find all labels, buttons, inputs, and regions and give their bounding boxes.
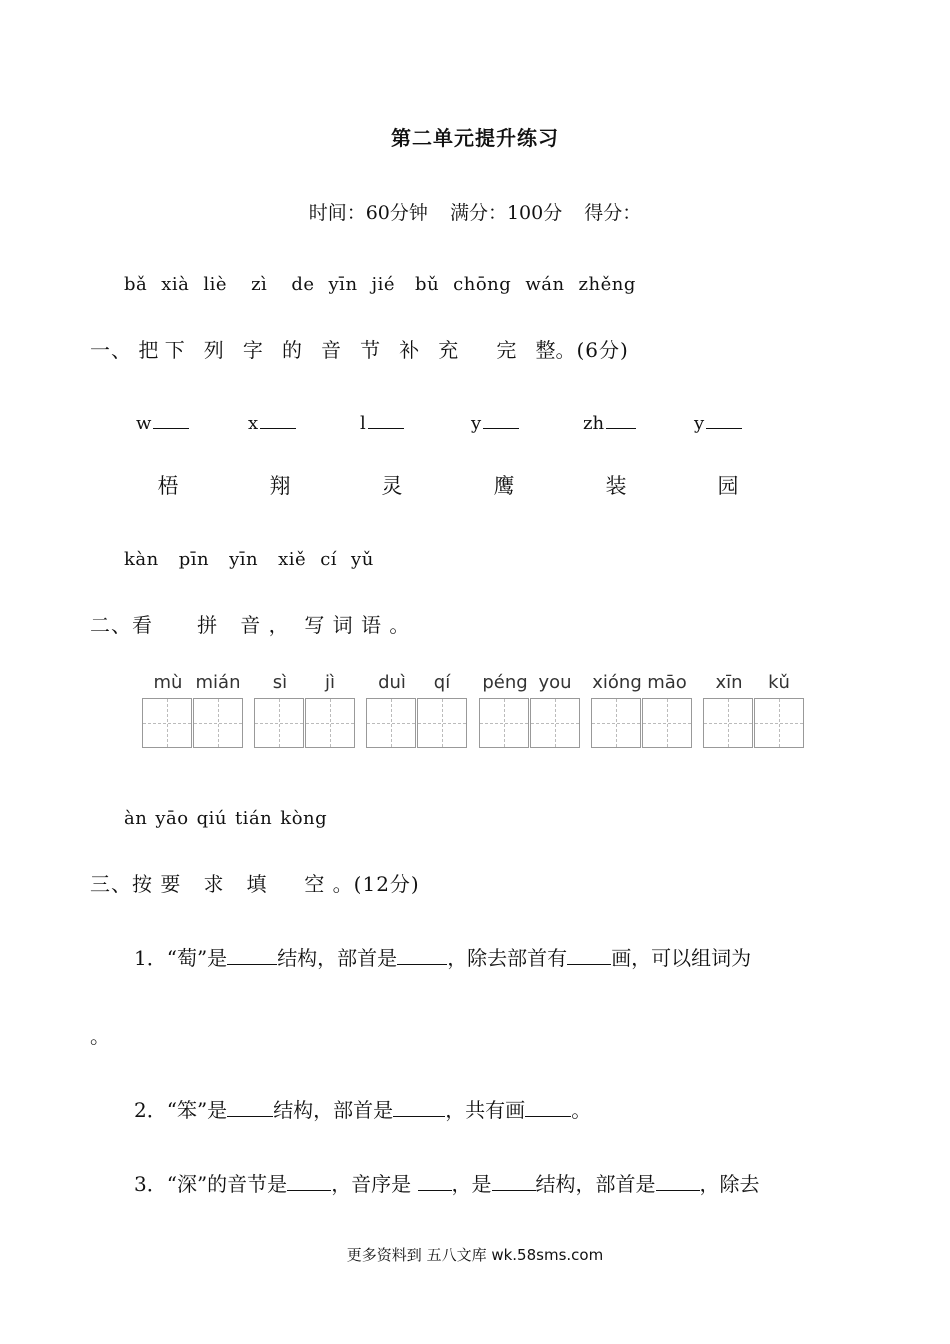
writing-box[interactable]: [305, 698, 355, 748]
pinyin-syllable: yǔ: [351, 549, 374, 570]
pinyin-syllable: liè: [203, 274, 228, 295]
writing-box[interactable]: [417, 698, 467, 748]
pinyin-syllable: chōng: [453, 274, 512, 295]
answer-blank[interactable]: [525, 1098, 571, 1117]
pinyin-syllable: tián: [234, 808, 273, 829]
question-3: [134, 1168, 760, 1197]
heading-prefix: 三、: [90, 872, 132, 896]
question-text: 1．“萄”是: [134, 946, 228, 970]
hanzi-char: 翔: [269, 474, 291, 498]
heading-char: 节: [360, 338, 381, 362]
hanzi-char: 梧: [157, 474, 179, 498]
heading-char: 音: [240, 613, 262, 637]
writing-box[interactable]: [754, 698, 804, 748]
question-text: 结构，部首是: [535, 1172, 656, 1196]
writing-box[interactable]: [642, 698, 692, 748]
grid-pinyin: xióng: [592, 672, 642, 693]
pinyin-syllable: zhěng: [578, 274, 636, 295]
section3-heading: [90, 868, 420, 897]
pinyin-syllable: yāo: [155, 808, 189, 829]
writing-box[interactable]: [254, 698, 304, 748]
grid-pinyin: kǔ: [768, 672, 790, 693]
footer-link[interactable]: 更多资料到 五八文库 wk.58sms.com: [346, 1246, 604, 1264]
page-title: 第二单元提升练习: [391, 126, 559, 150]
pinyin-syllable: qiú: [196, 808, 227, 829]
answer-blank[interactable]: [368, 410, 404, 429]
writing-box[interactable]: [479, 698, 529, 748]
pinyin-syllable: wán: [525, 274, 565, 295]
heading-char: 语: [361, 613, 383, 637]
initial-letter: l: [360, 413, 366, 434]
question-text: ，除去: [699, 1172, 760, 1196]
heading-char: 词: [332, 613, 354, 637]
heading-char: 补: [399, 338, 420, 362]
heading-char: 字: [242, 338, 263, 362]
answer-blank[interactable]: [483, 410, 519, 429]
heading-char: 要: [160, 872, 182, 896]
heading-char: 把: [138, 338, 159, 362]
answer-blank[interactable]: [418, 1172, 452, 1191]
question-text: 结构，部首是: [277, 946, 398, 970]
time-label: 时间：60分钟: [308, 202, 428, 224]
answer-blank[interactable]: [606, 410, 636, 429]
pinyin-syllable: xià: [161, 274, 190, 295]
hanzi-char: 园: [717, 474, 739, 498]
section1-heading: [90, 334, 629, 363]
initial-letter: y: [471, 413, 482, 434]
question-1: [134, 942, 751, 971]
pinyin-syllable: xiě: [278, 549, 307, 570]
question-1-end: 。: [90, 1024, 110, 1048]
heading-char: 的: [281, 338, 302, 362]
heading-char: 充: [438, 338, 459, 362]
question-2: [134, 1094, 591, 1123]
hanzi-char: 装: [605, 474, 627, 498]
hanzi-char: 灵: [381, 474, 403, 498]
writing-box[interactable]: [193, 698, 243, 748]
section2-heading: [90, 609, 410, 638]
answer-blank[interactable]: [397, 946, 447, 965]
heading-char: 列: [203, 338, 224, 362]
section3-pinyin: [124, 808, 341, 829]
pinyin-syllable: de: [291, 274, 315, 295]
section1-pinyin: [124, 274, 650, 295]
score-label: 得分：: [584, 202, 642, 224]
question-text: 2．“笨”是: [134, 1098, 228, 1122]
initial-letter: zh: [583, 413, 605, 434]
syllable-blank[interactable]: [694, 410, 742, 434]
pinyin-syllable: bǔ: [415, 274, 440, 295]
heading-char: 按: [132, 872, 153, 896]
pinyin-syllable: cí: [320, 549, 338, 570]
grid-pinyin: sì: [272, 672, 288, 693]
syllable-blank[interactable]: [248, 410, 296, 434]
pinyin-syllable: zì: [251, 274, 268, 295]
question-text: 3．“深”的音节是: [134, 1172, 288, 1196]
heading-char: 拼: [197, 613, 219, 637]
answer-blank[interactable]: [393, 1098, 445, 1117]
pinyin-syllable: kàn: [124, 549, 159, 570]
heading-suffix: 。(6分): [555, 338, 629, 362]
pinyin-syllable: pīn: [178, 549, 210, 570]
pinyin-syllable: yīn: [328, 274, 358, 295]
heading-char: 求: [203, 872, 225, 896]
initial-letter: x: [248, 413, 259, 434]
answer-blank[interactable]: [567, 946, 611, 965]
heading-char: 。: [389, 613, 411, 637]
heading-char: 写: [304, 613, 326, 637]
writing-box[interactable]: [591, 698, 641, 748]
grid-pinyin: qí: [433, 672, 451, 693]
grid-pinyin: péng: [482, 672, 528, 693]
grid-pinyin: mù: [153, 672, 183, 693]
heading-char: 填: [246, 872, 268, 896]
question-text: ，是: [451, 1172, 492, 1196]
grid-pinyin: māo: [647, 672, 687, 693]
writing-box[interactable]: [530, 698, 580, 748]
question-text: 。: [571, 1098, 592, 1122]
question-text: 画，可以组词为: [611, 946, 752, 970]
pinyin-syllable: àn: [124, 808, 148, 829]
heading-char: 完: [496, 338, 517, 362]
answer-blank[interactable]: [656, 1172, 700, 1191]
question-text: ，除去部首有: [447, 946, 568, 970]
hanzi-char: 鹰: [493, 474, 515, 498]
heading-char: ，: [268, 613, 290, 637]
writing-box[interactable]: [366, 698, 416, 748]
heading-prefix: 一、: [90, 338, 132, 362]
grid-pinyin: mián: [195, 672, 241, 693]
heading-char: 下: [164, 338, 185, 362]
pinyin-syllable: kòng: [280, 808, 328, 829]
answer-blank[interactable]: [706, 410, 742, 429]
answer-blank[interactable]: [227, 1098, 273, 1117]
pinyin-syllable: yīn: [229, 549, 259, 570]
answer-blank[interactable]: [260, 410, 296, 429]
full-score-label: 满分：100分: [449, 202, 563, 224]
answer-blank[interactable]: [287, 1172, 331, 1191]
grid-pinyin: duì: [378, 672, 406, 693]
syllable-blank[interactable]: [136, 410, 189, 434]
initial-letter: y: [694, 413, 705, 434]
syllable-blank[interactable]: [471, 410, 519, 434]
heading-char: 音: [321, 338, 342, 362]
heading-char: 整: [535, 338, 556, 362]
heading-suffix: 。(12分): [332, 872, 420, 896]
heading-char: 空: [304, 872, 326, 896]
pinyin-syllable: jié: [371, 274, 396, 295]
question-text: ，音序是: [331, 1172, 418, 1196]
initial-letter: w: [136, 413, 152, 434]
question-text: 结构，部首是: [273, 1098, 394, 1122]
answer-blank[interactable]: [227, 946, 277, 965]
exam-meta: [0, 198, 950, 225]
heading-prefix: 二、: [90, 613, 132, 637]
pinyin-syllable: bǎ: [124, 274, 148, 295]
answer-blank[interactable]: [492, 1172, 536, 1191]
syllable-blank[interactable]: [360, 410, 404, 434]
syllable-blank[interactable]: [583, 410, 636, 434]
grid-pinyin: you: [538, 672, 572, 693]
section2-pinyin: [124, 549, 388, 570]
heading-char: 看: [132, 613, 153, 637]
writing-box[interactable]: [703, 698, 753, 748]
writing-box[interactable]: [142, 698, 192, 748]
question-text: ，共有画: [445, 1098, 526, 1122]
grid-pinyin: jì: [324, 672, 335, 693]
grid-pinyin: xīn: [715, 672, 743, 693]
answer-blank[interactable]: [153, 410, 189, 429]
